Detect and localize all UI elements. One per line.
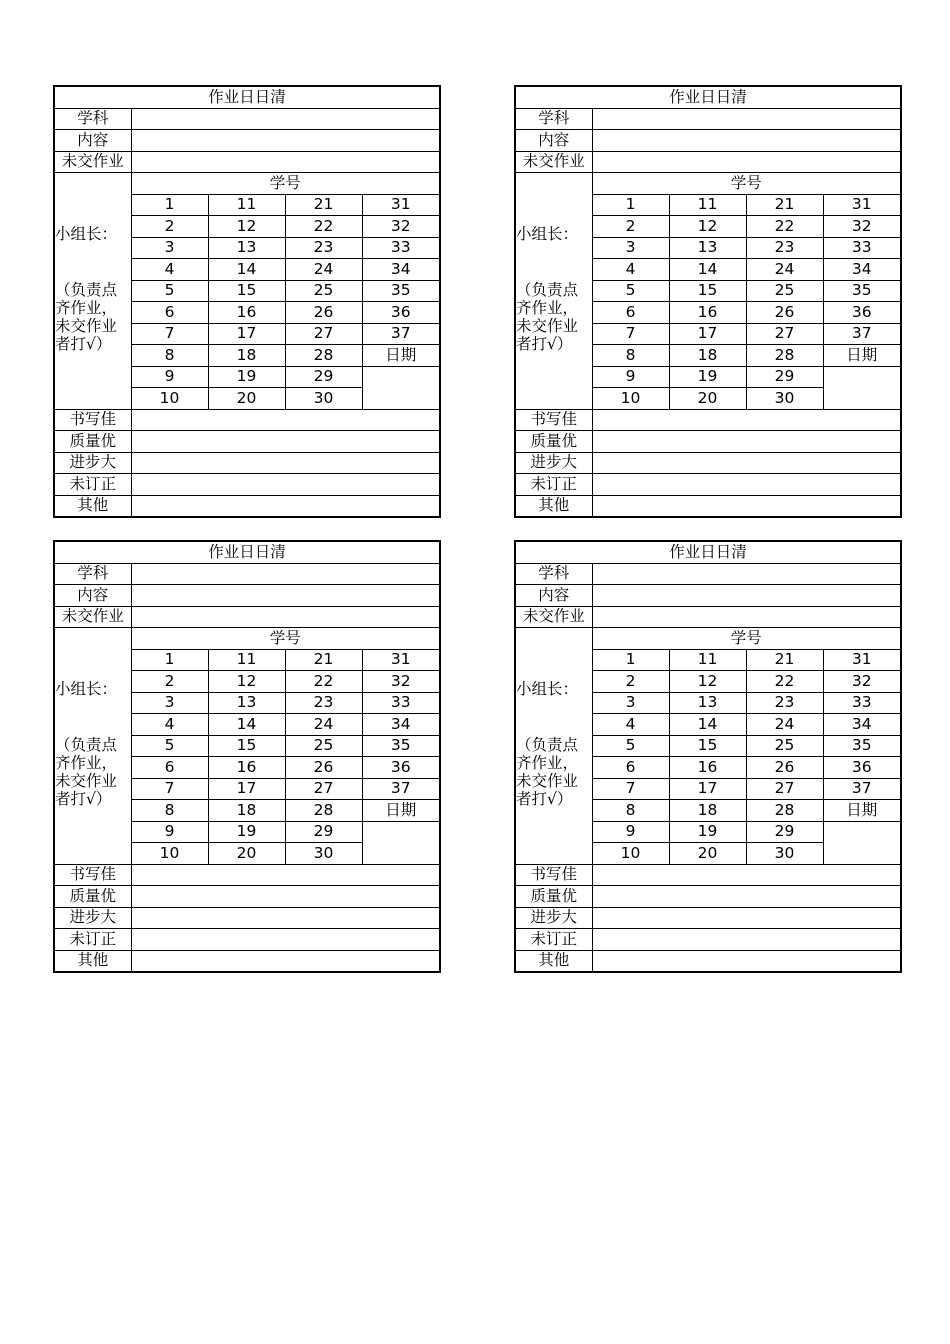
student-number-cell[interactable]: 23 (285, 692, 362, 714)
student-number-cell[interactable]: 31 (362, 194, 440, 216)
content-input[interactable] (131, 130, 440, 152)
student-number-cell[interactable]: 6 (592, 302, 669, 324)
student-number-cell[interactable]: 36 (823, 302, 901, 324)
not-corrected-label: 未订正 (54, 929, 131, 951)
student-number-cell[interactable]: 22 (285, 216, 362, 238)
group-leader-block (54, 173, 131, 410)
student-number-cell[interactable]: 8 (131, 345, 208, 367)
good-quality-label: 质量优 (54, 886, 131, 908)
form-title: 作业日日清 (515, 541, 901, 563)
student-number-cell[interactable]: 10 (592, 388, 669, 410)
student-number-cell[interactable]: 5 (592, 735, 669, 757)
good-quality-label: 质量优 (54, 431, 131, 453)
student-number-cell[interactable]: 12 (208, 671, 285, 693)
content-label: 内容 (54, 130, 131, 152)
student-number-cell[interactable]: 27 (285, 323, 362, 345)
student-number-cell[interactable]: 5 (131, 280, 208, 302)
other-label: 其他 (54, 950, 131, 972)
student-number-cell[interactable]: 17 (208, 323, 285, 345)
student-number-cell[interactable]: 1 (131, 194, 208, 216)
subject-label: 学科 (54, 563, 131, 585)
group-leader-note: （负责点齐作业，未交作业者打√） (516, 281, 579, 353)
not-submitted-input[interactable] (592, 606, 901, 628)
group-leader-block (515, 628, 592, 865)
student-number-cell[interactable]: 12 (669, 671, 746, 693)
student-number-cell[interactable]: 3 (131, 692, 208, 714)
student-number-cell[interactable]: 7 (592, 778, 669, 800)
student-number-cell[interactable]: 34 (362, 714, 440, 736)
date-input[interactable] (823, 821, 901, 864)
good-quality-input[interactable] (131, 431, 440, 453)
student-number-cell[interactable]: 20 (669, 388, 746, 410)
student-number-cell[interactable]: 20 (208, 388, 285, 410)
group-leader-note: （负责点齐作业，未交作业者打√） (516, 736, 579, 808)
student-number-cell[interactable]: 13 (669, 692, 746, 714)
date-input[interactable] (362, 366, 440, 409)
student-number-cell[interactable]: 37 (362, 778, 440, 800)
good-handwriting-input[interactable] (131, 864, 440, 886)
student-number-cell[interactable]: 28 (285, 345, 362, 367)
student-number-cell[interactable]: 31 (362, 649, 440, 671)
homework-form (514, 540, 902, 973)
student-number-cell[interactable]: 26 (746, 302, 823, 324)
student-number-cell[interactable]: 26 (285, 757, 362, 779)
not-submitted-input[interactable] (592, 151, 901, 173)
student-number-cell[interactable]: 11 (669, 649, 746, 671)
student-number-cell[interactable]: 3 (592, 237, 669, 259)
student-number-cell[interactable]: 21 (746, 194, 823, 216)
student-number-cell[interactable]: 25 (746, 280, 823, 302)
date-input[interactable] (823, 366, 901, 409)
student-number-cell[interactable]: 8 (592, 800, 669, 822)
student-number-cell[interactable]: 19 (669, 821, 746, 843)
student-number-cell[interactable]: 14 (669, 714, 746, 736)
group-leader-note: （负责点齐作业，未交作业者打√） (55, 281, 118, 353)
student-number-cell[interactable]: 23 (285, 237, 362, 259)
student-number-cell[interactable]: 35 (362, 735, 440, 757)
student-number-cell[interactable]: 12 (208, 216, 285, 238)
student-number-cell[interactable]: 23 (746, 237, 823, 259)
content-label: 内容 (54, 585, 131, 607)
good-handwriting-input[interactable] (131, 409, 440, 431)
student-number-cell[interactable]: 30 (746, 388, 823, 410)
student-number-cell[interactable]: 18 (208, 345, 285, 367)
student-number-cell[interactable]: 8 (592, 345, 669, 367)
student-number-cell[interactable]: 33 (823, 237, 901, 259)
group-leader-label: 小组长： (516, 680, 579, 698)
student-number-cell[interactable]: 29 (285, 366, 362, 388)
group-leader-block (54, 628, 131, 865)
student-number-cell[interactable]: 30 (285, 388, 362, 410)
student-number-cell[interactable]: 15 (208, 735, 285, 757)
content-label: 内容 (515, 130, 592, 152)
not-corrected-label: 未订正 (54, 474, 131, 496)
group-leader-block (515, 173, 592, 410)
student-number-cell[interactable]: 15 (669, 735, 746, 757)
student-number-header: 学号 (592, 173, 901, 195)
good-handwriting-label: 书写佳 (54, 864, 131, 886)
student-number-cell[interactable]: 29 (285, 821, 362, 843)
student-number-cell[interactable]: 2 (131, 216, 208, 238)
student-number-cell[interactable]: 6 (131, 757, 208, 779)
other-label: 其他 (54, 495, 131, 517)
not-corrected-label: 未订正 (515, 929, 592, 951)
great-progress-input[interactable] (592, 452, 901, 474)
student-number-cell[interactable]: 5 (131, 735, 208, 757)
student-number-cell[interactable]: 35 (823, 735, 901, 757)
student-number-cell[interactable]: 30 (746, 843, 823, 865)
not-submitted-label: 未交作业 (515, 151, 592, 173)
homework-form (514, 85, 902, 518)
not-corrected-input[interactable] (131, 929, 440, 951)
group-leader-label: 小组长： (55, 680, 118, 698)
student-number-cell[interactable]: 6 (592, 757, 669, 779)
not-submitted-input[interactable] (131, 151, 440, 173)
student-number-cell[interactable]: 25 (285, 735, 362, 757)
student-number-cell[interactable]: 25 (285, 280, 362, 302)
group-leader-note: （负责点齐作业，未交作业者打√） (55, 736, 118, 808)
homework-form (53, 540, 441, 973)
student-number-cell[interactable]: 22 (746, 671, 823, 693)
student-number-cell[interactable]: 12 (669, 216, 746, 238)
student-number-cell[interactable]: 28 (746, 345, 823, 367)
student-number-cell[interactable]: 33 (362, 692, 440, 714)
student-number-cell[interactable]: 33 (823, 692, 901, 714)
great-progress-label: 进步大 (54, 452, 131, 474)
student-number-header: 学号 (592, 628, 901, 650)
student-number-cell[interactable]: 9 (131, 821, 208, 843)
student-number-cell[interactable]: 9 (592, 821, 669, 843)
student-number-cell[interactable]: 11 (669, 194, 746, 216)
student-number-cell[interactable]: 29 (746, 366, 823, 388)
student-number-cell[interactable]: 33 (362, 237, 440, 259)
date-label: 日期 (362, 800, 440, 822)
student-number-cell[interactable]: 34 (823, 259, 901, 281)
other-label: 其他 (515, 495, 592, 517)
student-number-cell[interactable]: 34 (362, 259, 440, 281)
student-number-cell[interactable]: 28 (285, 800, 362, 822)
subject-label: 学科 (515, 563, 592, 585)
form-title: 作业日日清 (54, 86, 440, 108)
student-number-cell[interactable]: 32 (823, 671, 901, 693)
great-progress-label: 进步大 (54, 907, 131, 929)
student-number-cell[interactable]: 32 (362, 671, 440, 693)
student-number-cell[interactable]: 31 (823, 194, 901, 216)
student-number-cell[interactable]: 16 (669, 757, 746, 779)
good-handwriting-input[interactable] (592, 409, 901, 431)
student-number-cell[interactable]: 22 (746, 216, 823, 238)
student-number-cell[interactable]: 32 (823, 216, 901, 238)
student-number-cell[interactable]: 18 (208, 800, 285, 822)
subject-input[interactable] (131, 563, 440, 585)
not-corrected-input[interactable] (131, 474, 440, 496)
student-number-cell[interactable]: 13 (208, 237, 285, 259)
student-number-cell[interactable]: 6 (131, 302, 208, 324)
student-number-cell[interactable]: 27 (746, 323, 823, 345)
good-handwriting-label: 书写佳 (515, 409, 592, 431)
student-number-cell[interactable]: 30 (285, 843, 362, 865)
good-handwriting-input[interactable] (592, 864, 901, 886)
student-number-cell[interactable]: 37 (823, 323, 901, 345)
student-number-cell[interactable]: 36 (362, 757, 440, 779)
form-title: 作业日日清 (515, 86, 901, 108)
student-number-cell[interactable]: 4 (131, 714, 208, 736)
student-number-cell[interactable]: 21 (746, 649, 823, 671)
student-number-cell[interactable]: 36 (362, 302, 440, 324)
other-label: 其他 (515, 950, 592, 972)
student-number-cell[interactable]: 2 (592, 216, 669, 238)
student-number-cell[interactable]: 34 (823, 714, 901, 736)
subject-input[interactable] (592, 563, 901, 585)
student-number-cell[interactable]: 16 (669, 302, 746, 324)
student-number-cell[interactable]: 37 (823, 778, 901, 800)
student-number-cell[interactable]: 8 (131, 800, 208, 822)
good-quality-input[interactable] (592, 886, 901, 908)
student-number-cell[interactable]: 11 (208, 649, 285, 671)
good-quality-label: 质量优 (515, 431, 592, 453)
not-corrected-label: 未订正 (515, 474, 592, 496)
student-number-cell[interactable]: 15 (208, 280, 285, 302)
student-number-cell[interactable]: 31 (823, 649, 901, 671)
content-label: 内容 (515, 585, 592, 607)
student-number-cell[interactable]: 7 (131, 778, 208, 800)
student-number-cell[interactable]: 1 (592, 194, 669, 216)
student-number-cell[interactable]: 13 (208, 692, 285, 714)
student-number-cell[interactable]: 3 (592, 692, 669, 714)
other-input[interactable] (131, 950, 440, 972)
content-input[interactable] (131, 585, 440, 607)
student-number-cell[interactable]: 16 (208, 757, 285, 779)
student-number-cell[interactable]: 26 (285, 302, 362, 324)
student-number-cell[interactable]: 14 (669, 259, 746, 281)
student-number-cell[interactable]: 10 (592, 843, 669, 865)
student-number-cell[interactable]: 14 (208, 714, 285, 736)
student-number-cell[interactable]: 9 (592, 366, 669, 388)
not-submitted-label: 未交作业 (54, 151, 131, 173)
not-submitted-input[interactable] (131, 606, 440, 628)
student-number-cell[interactable]: 26 (746, 757, 823, 779)
good-quality-label: 质量优 (515, 886, 592, 908)
student-number-cell[interactable]: 16 (208, 302, 285, 324)
student-number-cell[interactable]: 24 (285, 714, 362, 736)
other-input[interactable] (131, 495, 440, 517)
student-number-cell[interactable]: 36 (823, 757, 901, 779)
student-number-cell[interactable]: 4 (592, 714, 669, 736)
subject-label: 学科 (515, 108, 592, 130)
student-number-cell[interactable]: 35 (362, 280, 440, 302)
student-number-cell[interactable]: 22 (285, 671, 362, 693)
student-number-cell[interactable]: 4 (592, 259, 669, 281)
good-quality-input[interactable] (131, 886, 440, 908)
student-number-cell[interactable]: 29 (746, 821, 823, 843)
date-label: 日期 (362, 345, 440, 367)
other-input[interactable] (592, 495, 901, 517)
student-number-cell[interactable]: 1 (592, 649, 669, 671)
homework-form (53, 85, 441, 518)
great-progress-input[interactable] (131, 452, 440, 474)
not-submitted-label: 未交作业 (54, 606, 131, 628)
student-number-cell[interactable]: 28 (746, 800, 823, 822)
student-number-cell[interactable]: 32 (362, 216, 440, 238)
student-number-cell[interactable]: 20 (669, 843, 746, 865)
not-submitted-label: 未交作业 (515, 606, 592, 628)
student-number-cell[interactable]: 14 (208, 259, 285, 281)
good-handwriting-label: 书写佳 (54, 409, 131, 431)
student-number-cell[interactable]: 27 (746, 778, 823, 800)
student-number-cell[interactable]: 17 (208, 778, 285, 800)
student-number-cell[interactable]: 35 (823, 280, 901, 302)
not-corrected-input[interactable] (592, 929, 901, 951)
student-number-cell[interactable]: 17 (669, 778, 746, 800)
great-progress-input[interactable] (131, 907, 440, 929)
student-number-cell[interactable]: 24 (746, 714, 823, 736)
great-progress-input[interactable] (592, 907, 901, 929)
student-number-cell[interactable]: 17 (669, 323, 746, 345)
student-number-cell[interactable]: 10 (131, 388, 208, 410)
student-number-cell[interactable]: 4 (131, 259, 208, 281)
student-number-cell[interactable]: 10 (131, 843, 208, 865)
student-number-header: 学号 (131, 173, 440, 195)
student-number-cell[interactable]: 15 (669, 280, 746, 302)
group-leader-label: 小组长： (516, 225, 579, 243)
date-input[interactable] (362, 821, 440, 864)
student-number-cell[interactable]: 9 (131, 366, 208, 388)
student-number-cell[interactable]: 18 (669, 345, 746, 367)
subject-label: 学科 (54, 108, 131, 130)
subject-input[interactable] (592, 108, 901, 130)
student-number-cell[interactable]: 5 (592, 280, 669, 302)
other-input[interactable] (592, 950, 901, 972)
student-number-cell[interactable]: 25 (746, 735, 823, 757)
student-number-cell[interactable]: 23 (746, 692, 823, 714)
student-number-cell[interactable]: 21 (285, 194, 362, 216)
content-input[interactable] (592, 130, 901, 152)
good-quality-input[interactable] (592, 431, 901, 453)
student-number-cell[interactable]: 27 (285, 778, 362, 800)
student-number-cell[interactable]: 24 (746, 259, 823, 281)
student-number-cell[interactable]: 1 (131, 649, 208, 671)
student-number-cell[interactable]: 24 (285, 259, 362, 281)
student-number-header: 学号 (131, 628, 440, 650)
student-number-cell[interactable]: 13 (669, 237, 746, 259)
student-number-cell[interactable]: 20 (208, 843, 285, 865)
good-handwriting-label: 书写佳 (515, 864, 592, 886)
student-number-cell[interactable]: 18 (669, 800, 746, 822)
great-progress-label: 进步大 (515, 907, 592, 929)
student-number-cell[interactable]: 19 (669, 366, 746, 388)
student-number-cell[interactable]: 19 (208, 366, 285, 388)
date-label: 日期 (823, 800, 901, 822)
subject-input[interactable] (131, 108, 440, 130)
student-number-cell[interactable]: 21 (285, 649, 362, 671)
content-input[interactable] (592, 585, 901, 607)
student-number-cell[interactable]: 2 (592, 671, 669, 693)
student-number-cell[interactable]: 11 (208, 194, 285, 216)
student-number-cell[interactable]: 3 (131, 237, 208, 259)
form-title: 作业日日清 (54, 541, 440, 563)
date-label: 日期 (823, 345, 901, 367)
student-number-cell[interactable]: 7 (131, 323, 208, 345)
student-number-cell[interactable]: 7 (592, 323, 669, 345)
great-progress-label: 进步大 (515, 452, 592, 474)
student-number-cell[interactable]: 37 (362, 323, 440, 345)
student-number-cell[interactable]: 2 (131, 671, 208, 693)
not-corrected-input[interactable] (592, 474, 901, 496)
student-number-cell[interactable]: 19 (208, 821, 285, 843)
group-leader-label: 小组长： (55, 225, 118, 243)
